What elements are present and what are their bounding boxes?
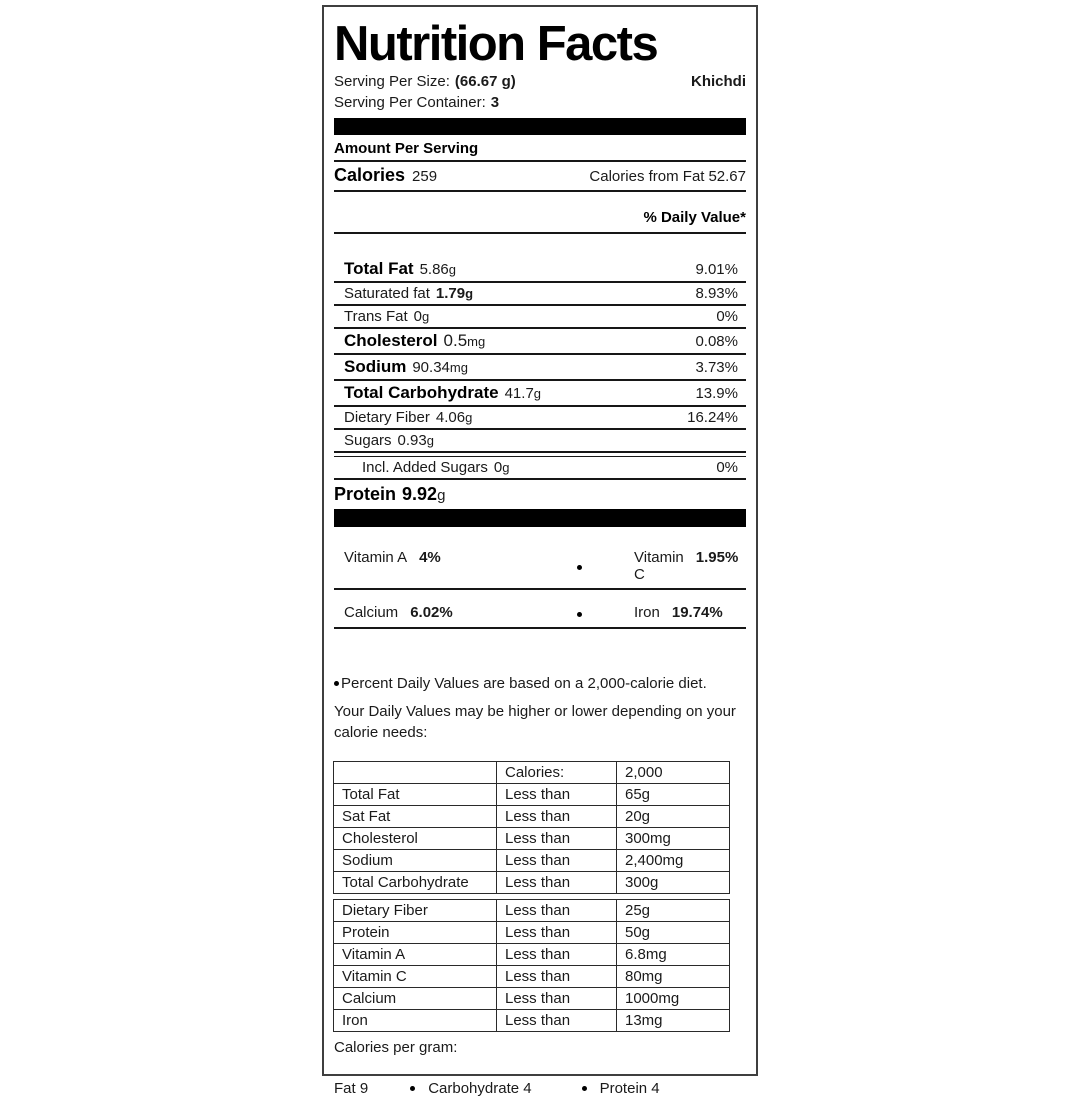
table-row <box>333 899 730 922</box>
bullet-icon <box>410 1086 415 1091</box>
nutrient-unit: g <box>421 309 430 324</box>
footnote-line2: Your Daily Values may be higher or lower depending on your calorie needs: <box>334 703 736 741</box>
calories-row <box>334 162 746 192</box>
cpg-protein: Protein 4 <box>599 1080 660 1097</box>
nutrient-row-sugars <box>334 430 746 453</box>
table-cell: Calcium <box>333 988 496 1010</box>
vitamin-value: 6.02% <box>410 604 453 621</box>
calories-per-gram-row <box>334 1080 746 1097</box>
nutrient-unit: g <box>437 487 446 504</box>
table-cell: 65g <box>616 784 730 806</box>
serving-size-value: (66.67 g) <box>454 73 516 90</box>
footnote-line1 <box>334 673 746 694</box>
vitamin-value: 4% <box>419 549 441 566</box>
nutrient-amount: 5.86 <box>419 261 449 278</box>
table-row <box>333 922 730 944</box>
nutrient-amount: 1.79 <box>435 285 466 302</box>
nutrient-name: Sugars <box>344 432 392 449</box>
product-name: Khichdi <box>691 73 746 90</box>
nutrient-unit: mg <box>449 360 468 375</box>
thick-divider-bar <box>334 118 746 135</box>
nutrient-name: Saturated fat <box>344 285 430 302</box>
nutrient-name: Total Carbohydrate <box>344 383 499 402</box>
table-cell: 2,000 <box>616 761 730 784</box>
nutrient-unit: mg <box>467 334 486 349</box>
table-cell: Less than <box>496 850 616 872</box>
table-cell <box>333 761 496 784</box>
nutrient-row-added-sugars <box>334 456 746 480</box>
nutrient-name: Total Fat <box>344 259 414 278</box>
table-cell: Less than <box>496 922 616 944</box>
nutrient-daily-value: 16.24% <box>687 409 738 426</box>
serving-size <box>334 71 516 92</box>
table-cell: Less than <box>496 784 616 806</box>
vitamin-row-a-c <box>334 545 746 590</box>
table-cell: Less than <box>496 828 616 850</box>
vitamin-name: Vitamin A <box>344 549 408 566</box>
label-title: Nutrition Facts <box>334 17 658 71</box>
nutrient-amount: 0 <box>493 459 503 476</box>
table-cell: Sodium <box>333 850 496 872</box>
table-cell: 1000mg <box>616 988 730 1010</box>
table-cell: 20g <box>616 806 730 828</box>
table-row <box>333 966 730 988</box>
nutrient-name: Cholesterol <box>344 331 438 350</box>
nutrient-name: Trans Fat <box>344 308 408 325</box>
bullet-icon <box>334 681 339 686</box>
table-row <box>333 850 730 872</box>
nutrient-amount: 4.06 <box>435 409 466 426</box>
vitamin-c <box>599 549 768 583</box>
vitamins-section <box>334 545 746 629</box>
nutrient-amount: 90.34 <box>412 359 450 376</box>
bullet-icon <box>582 1086 587 1091</box>
table-cell: Less than <box>496 806 616 828</box>
table-cell: Less than <box>496 872 616 894</box>
nutrient-unit: g <box>465 410 473 425</box>
nutrient-unit: g <box>448 262 457 277</box>
nutrient-daily-value: 0.08% <box>695 333 738 350</box>
table-cell: Protein <box>333 922 496 944</box>
table-cell: 25g <box>616 899 730 922</box>
nutrient-rows <box>334 257 746 509</box>
calories-per-gram-heading: Calories per gram: <box>334 1039 458 1056</box>
table-cell: Dietary Fiber <box>333 899 496 922</box>
nutrient-row-dietary-fiber <box>334 407 746 430</box>
vitamin-value: 1.95% <box>695 549 739 566</box>
table-cell: Less than <box>496 966 616 988</box>
thick-divider-bar <box>334 509 746 527</box>
amount-per-serving-heading: Amount Per Serving <box>334 138 746 162</box>
footnote-text1: Percent Daily Values are based on a 2,000-calorie diet. <box>341 675 707 692</box>
nutrient-daily-value: 0% <box>716 308 738 325</box>
daily-value-header: % Daily Value* <box>334 209 746 234</box>
serving-container-value: 3 <box>490 94 500 111</box>
nutrient-daily-value: 9.01% <box>695 261 738 278</box>
table-cell: Total Carbohydrate <box>333 872 496 894</box>
vitamin-a <box>334 549 559 566</box>
bullet-icon <box>559 604 599 622</box>
iron <box>599 604 753 621</box>
vitamin-value: 19.74% <box>671 604 723 621</box>
table-cell: Less than <box>496 944 616 966</box>
vitamin-row-calcium-iron <box>334 600 746 629</box>
table-cell: 300g <box>616 872 730 894</box>
nutrient-name: Sodium <box>344 357 407 376</box>
vitamin-name: Vitamin C <box>634 549 684 583</box>
serving-container <box>334 92 499 113</box>
calories-from-fat-value: 52.67 <box>708 168 746 185</box>
nutrient-name: Dietary Fiber <box>344 409 430 426</box>
table-row <box>333 988 730 1010</box>
nutrient-name: Incl. Added Sugars <box>362 459 488 476</box>
serving-container-row <box>334 92 746 113</box>
nutrient-daily-value: 3.73% <box>695 359 738 376</box>
serving-size-label: Serving Per Size: <box>334 73 450 90</box>
table-cell: 300mg <box>616 828 730 850</box>
nutrient-amount: 0.5 <box>443 331 468 350</box>
table-row <box>333 828 730 850</box>
nutrition-facts-label <box>322 5 758 1097</box>
table-row <box>333 806 730 828</box>
nutrient-unit: g <box>465 286 474 301</box>
nutrient-row-cholesterol <box>334 329 746 355</box>
table-cell: Less than <box>496 899 616 922</box>
nutrient-name: Protein <box>334 484 397 504</box>
table-row <box>333 784 730 806</box>
nutrient-row-saturated-fat <box>334 283 746 306</box>
calories-label: Calories <box>334 165 406 185</box>
table-cell: Vitamin A <box>333 944 496 966</box>
calcium <box>334 604 559 621</box>
nutrient-daily-value: 13.9% <box>695 385 738 402</box>
daily-values-table <box>333 761 730 1032</box>
table-cell: 13mg <box>616 1010 730 1032</box>
calories-from-fat <box>589 168 746 185</box>
nutrient-row-protein <box>334 480 746 509</box>
table-cell: 2,400mg <box>616 850 730 872</box>
table-cell: Sat Fat <box>333 806 496 828</box>
table-row <box>333 1010 730 1032</box>
table-cell: Calories: <box>496 761 616 784</box>
nutrient-amount: 41.7 <box>504 385 534 402</box>
table-cell: Total Fat <box>333 784 496 806</box>
nutrient-unit: g <box>426 433 434 448</box>
nutrient-daily-value: 0% <box>716 459 738 476</box>
nutrient-unit: g <box>502 460 510 475</box>
nutrient-daily-value: 8.93% <box>695 285 738 302</box>
nutrient-row-sodium <box>334 355 746 381</box>
table-cell: Less than <box>496 988 616 1010</box>
calories-value: 259 <box>412 168 438 185</box>
cpg-carbohydrate: Carbohydrate 4 <box>428 1080 532 1097</box>
vitamin-name: Iron <box>634 604 660 621</box>
cpg-fat: Fat 9 <box>334 1080 369 1097</box>
calories <box>334 165 437 186</box>
nutrient-amount: 9.92 <box>402 484 438 504</box>
table-cell: 80mg <box>616 966 730 988</box>
table-row <box>333 944 730 966</box>
table-cell: Vitamin C <box>333 966 496 988</box>
nutrient-amount: 0.93 <box>397 432 427 449</box>
serving-container-label: Serving Per Container: <box>334 94 486 111</box>
table-cell: Iron <box>333 1010 496 1032</box>
table-cell: Less than <box>496 1010 616 1032</box>
bullet-icon <box>559 557 599 575</box>
nutrient-row-total-carbohydrate <box>334 381 746 407</box>
table-row <box>333 761 730 784</box>
nutrient-row-total-fat <box>334 257 746 283</box>
footnote <box>334 673 746 743</box>
table-row <box>333 872 730 894</box>
vitamin-name: Calcium <box>344 604 399 621</box>
nutrient-unit: g <box>533 386 542 401</box>
calories-from-fat-label: Calories from Fat <box>589 168 705 185</box>
serving-size-row <box>334 71 746 92</box>
nutrient-row-trans-fat <box>334 306 746 329</box>
table-cell: 6.8mg <box>616 944 730 966</box>
table-cell: Cholesterol <box>333 828 496 850</box>
nutrient-amount: 0 <box>413 308 422 325</box>
table-cell: 50g <box>616 922 730 944</box>
